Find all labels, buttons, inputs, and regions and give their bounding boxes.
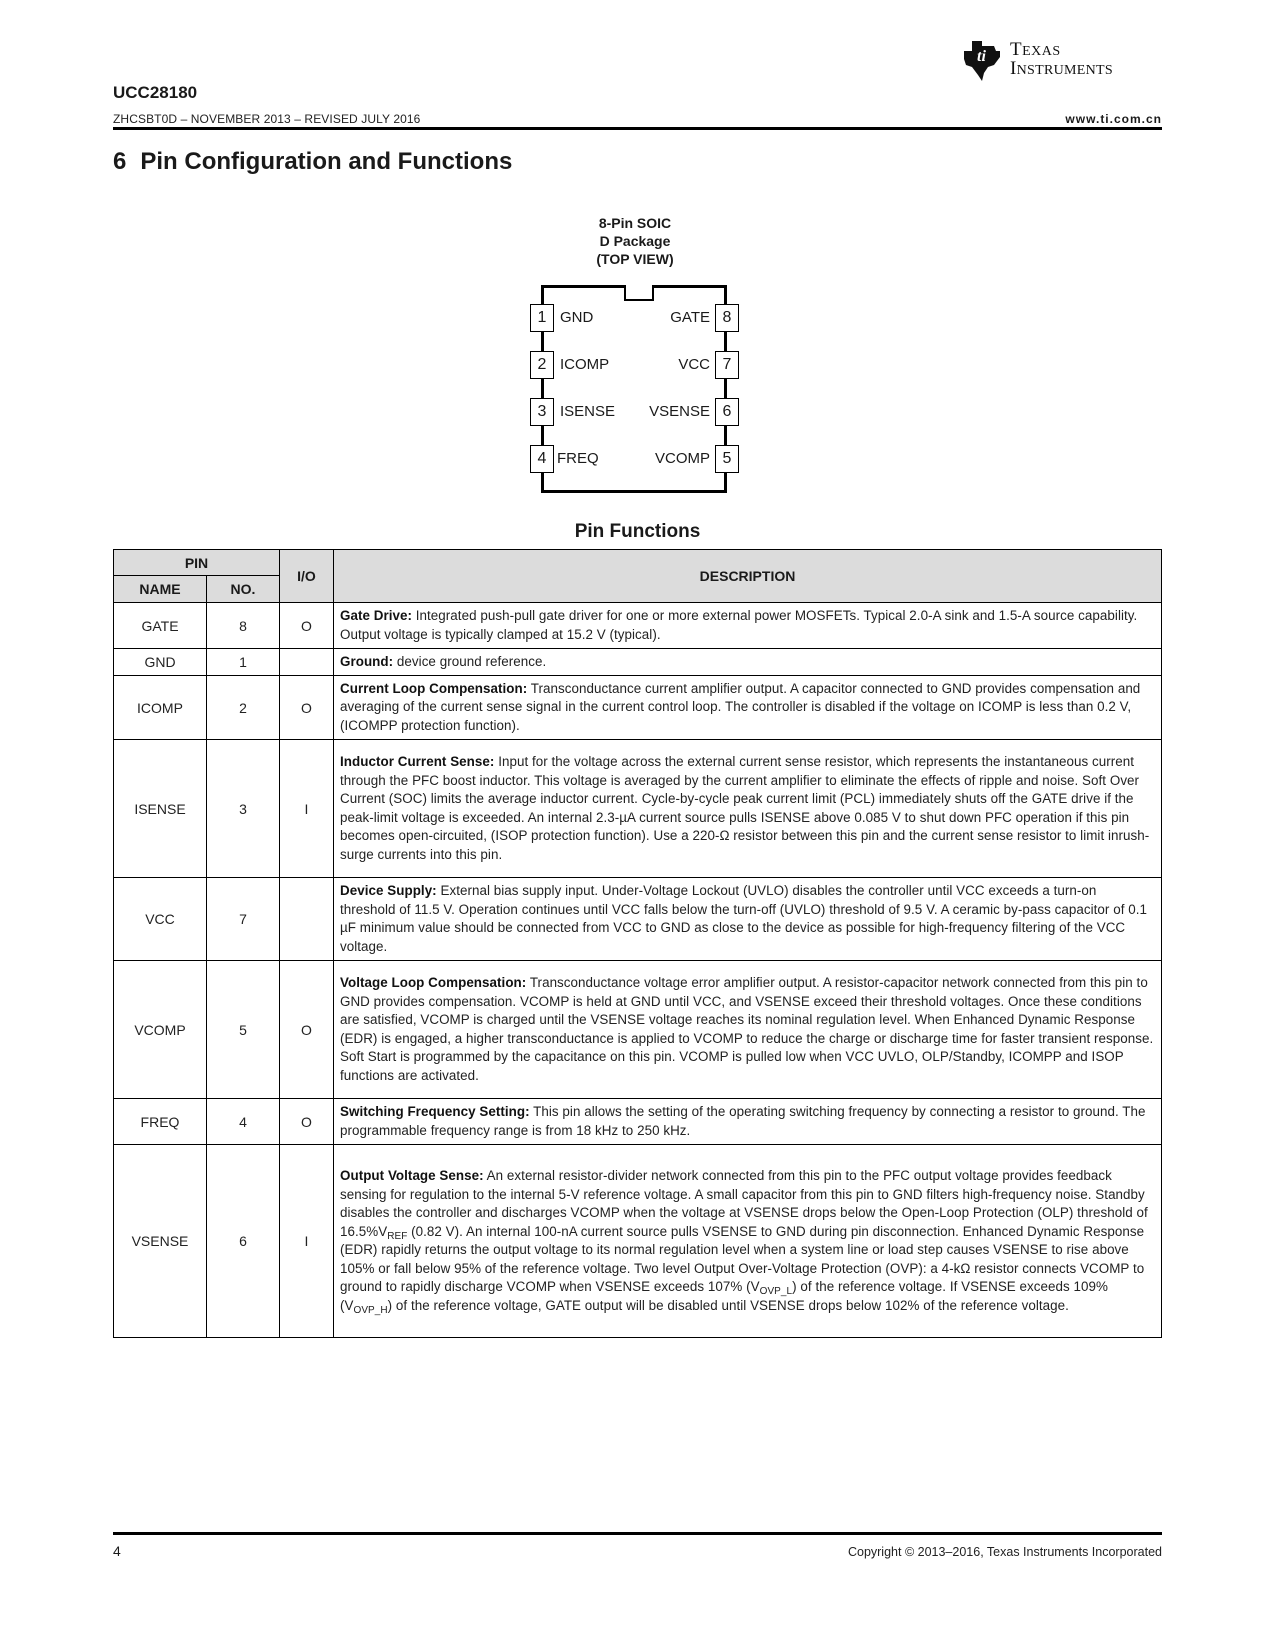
- footer-rule: [113, 1532, 1162, 1535]
- pin-description: [334, 1099, 1162, 1145]
- copyright: Copyright © 2013–2016, Texas Instruments Incorporated: [847, 1545, 1162, 1559]
- pin-number-3: 3: [530, 398, 554, 426]
- pin-io: I: [280, 740, 334, 878]
- description-lead: Ground:: [340, 653, 394, 669]
- description-text: ) of the reference voltage. If VSENSE exceeds 109% (V: [340, 1279, 1108, 1313]
- pin-label-vsense: VSENSE: [649, 403, 710, 420]
- pin-io: O: [280, 1099, 334, 1145]
- part-number: UCC28180: [113, 83, 198, 102]
- pin-description: [334, 1145, 1162, 1338]
- subscript-ovp-l: OVP_L: [759, 1286, 793, 1297]
- pin-label-isense: ISENSE: [560, 403, 616, 420]
- description-text: Transconductance current amplifier output. A capacitor connected to GND provides compensation and averaging of the current sense signal in the current control loop. The controller is disabled if the voltage on ICOMP is less than 0.2 V, (ICOMPP protection function).: [340, 680, 1141, 733]
- svg-text:ti: ti: [977, 48, 986, 65]
- table-row: [114, 1145, 1162, 1338]
- description-lead: Inductor Current Sense:: [340, 754, 495, 769]
- pin-label-vcc: VCC: [678, 356, 710, 373]
- description-text: Input for the voltage across the external current sense resistor, which represents the instantaneous current through the PFC boost inductor. This voltage is averaged by the current amplifier to eliminate the effects of ripple and noise. Soft Over Current (SOC) limits the average inductor current. Cycle-by-cycle peak current limit (PCL) immediately shuts off the GATE drive if the peak-limit voltage is exceeded. An internal 2.3-µA current source pulls ISENSE above 0.085 V to shut down PFC operation if this pin becomes open-circuited, (ISOP protection function). Use a 220-Ω resistor between this pin and the current sense resistor to limit inrush-surge currents into this pin.: [340, 754, 1150, 862]
- subscript-ovp-h: OVP_H: [353, 1304, 388, 1316]
- pin-label-gnd: GND: [560, 309, 594, 326]
- pin-description: [334, 603, 1162, 649]
- description-lead: Voltage Loop Compensation:: [340, 975, 527, 990]
- pin-no: 6: [207, 1145, 280, 1338]
- package-notch: [624, 285, 654, 301]
- description-lead: Gate Drive:: [340, 608, 412, 623]
- table-row: [114, 1099, 1162, 1145]
- pin-label-freq: FREQ: [557, 450, 599, 467]
- table-title: Pin Functions: [574, 521, 701, 542]
- description-text: Integrated push-pull gate driver for one or more external power MOSFETs. Typical 2.0-A sink and 1.5-A source capability. Output voltage is typically clamped at 15.2 V (typical).: [340, 608, 1138, 642]
- table-row: [114, 603, 1162, 649]
- header-no: NO.: [207, 576, 280, 603]
- pin-io: I: [280, 1145, 334, 1338]
- pin-functions-table: [113, 549, 1162, 1338]
- package-caption: [535, 214, 735, 268]
- description-text: device ground reference.: [393, 653, 547, 669]
- pin-no: 7: [207, 878, 280, 961]
- pin-label-icomp: ICOMP: [560, 356, 610, 373]
- pin-number-4: 4: [530, 445, 554, 473]
- description-text: ) of the reference voltage, GATE output will be disabled until VSENSE drops below 102% of the reference voltage.: [387, 1297, 1069, 1313]
- pin-name: VCC: [114, 878, 207, 961]
- header-pin: PIN: [114, 550, 280, 576]
- pin-number-5: 5: [715, 445, 739, 473]
- pin-number-2: 2: [530, 351, 554, 379]
- header-name: NAME: [114, 576, 207, 603]
- pin-no: 4: [207, 1099, 280, 1145]
- pin-description: [334, 649, 1162, 676]
- pin-description: [334, 740, 1162, 878]
- logo-text-texas: TEXAS: [1010, 39, 1061, 60]
- pin-name: GND: [114, 649, 207, 676]
- pin-name: FREQ: [114, 1099, 207, 1145]
- pin-io: O: [280, 603, 334, 649]
- package-caption-line3: (TOP VIEW): [596, 251, 674, 267]
- pin-io: [280, 649, 334, 676]
- pin-no: 2: [207, 676, 280, 740]
- pin-io: [280, 878, 334, 961]
- texas-state-logo-icon: [960, 37, 1004, 83]
- pin-io: O: [280, 676, 334, 740]
- pin-name: ISENSE: [114, 740, 207, 878]
- header-rule: [113, 127, 1162, 130]
- description-text: This pin allows the setting of the operating switching frequency by connecting a resistor to ground. The programmable frequency range is from 18 kHz to 250 kHz.: [340, 1104, 1146, 1138]
- pin-number-7: 7: [715, 351, 739, 379]
- pin-number-6: 6: [715, 398, 739, 426]
- description-text: (0.82 V). An internal 100-nA current source pulls VSENSE to GND during pin disconnection. Enhanced Dynamic Response (EDR) rapidly returns the output voltage to its normal regulation level when a system line or load step causes VSENSE to rise above 105% or fall below 95% of the reference voltage. Two level Output Over-Voltage Protection (OVP): a 4-kΩ resistor connects VCOMP to ground to rapidly discharge VCOMP when VSENSE exceeds 107% (V: [340, 1223, 1145, 1294]
- description-lead: Device Supply:: [340, 883, 437, 898]
- description-lead: Switching Frequency Setting:: [340, 1104, 530, 1119]
- document-id: ZHCSBT0D – NOVEMBER 2013 – REVISED JULY 2016: [113, 112, 421, 126]
- logo-text-instruments: INSTRUMENTS: [1010, 58, 1113, 79]
- pin-label-gate: GATE: [670, 309, 710, 326]
- table-row: [114, 676, 1162, 740]
- ti-logo: [960, 36, 1165, 84]
- pin-name: ICOMP: [114, 676, 207, 740]
- pin-number-8: 8: [715, 304, 739, 332]
- section-title: Pin Configuration and Functions: [140, 148, 513, 175]
- pin-no: 8: [207, 603, 280, 649]
- pin-name: VSENSE: [114, 1145, 207, 1338]
- description-text: An external resistor-divider network connected from this pin to the PFC output voltage provides feedback sensing for regulation to the internal 5-V reference voltage. A small capacitor from this pin to GND filters high-frequency noise. Standby disables the controller and discharges VCOMP when the voltage at VSENSE drops below the Open-Loop Protection (OLP) threshold of 16.5%V: [340, 1168, 1148, 1239]
- pin-name: VCOMP: [114, 961, 207, 1099]
- pin-number-1: 1: [530, 304, 554, 332]
- section-number: 6: [113, 148, 127, 175]
- table-row: [114, 961, 1162, 1099]
- pin-no: 1: [207, 649, 280, 676]
- package-caption-line2: D Package: [599, 233, 671, 249]
- pin-description: [334, 961, 1162, 1099]
- website-link[interactable]: www.ti.com.cn: [1065, 112, 1162, 126]
- description-lead: Current Loop Compensation:: [340, 680, 528, 696]
- description-text: Transconductance voltage error amplifier output. A resistor-capacitor network connected from this pin to GND provides compensation. VCOMP is held at GND until VCC, and VSENSE exceed their threshold voltages. Once these conditions are satisfied, VCOMP is charged until the VSENSE voltage reaches its nominal regulation level. When Enhanced Dynamic Response (EDR) is engaged, a higher transconductance is applied to VCOMP to reduce the charge or discharge time for faster transient response. Soft Start is programmed by the capacitance on this pin. VCOMP is pulled low when VCC UVLO, OLP/Standby, ICOMPP and ISOP functions are activated.: [340, 975, 1154, 1083]
- description-text: External bias supply input. Under-Voltage Lockout (UVLO) disables the controller until VCC exceeds a turn-on threshold of 11.5 V. Operation continues until VCC falls below the turn-off (UVLO) threshold of 9.5 V. A ceramic by-pass capacitor of 0.1 µF minimum value should be connected from VCC to GND as close to the device as possible for high-frequency filtering of the VCC voltage.: [340, 883, 1148, 954]
- pin-description: [334, 676, 1162, 740]
- package-caption-line1: 8-Pin SOIC: [598, 215, 672, 231]
- table-row: [114, 649, 1162, 676]
- pin-io: O: [280, 961, 334, 1099]
- pin-no: 3: [207, 740, 280, 878]
- pin-no: 5: [207, 961, 280, 1099]
- pin-label-vcomp: VCOMP: [654, 450, 710, 467]
- page-number: 4: [113, 1543, 121, 1559]
- table-row: [114, 740, 1162, 878]
- header-description: DESCRIPTION: [334, 550, 1162, 603]
- description-lead: Output Voltage Sense:: [340, 1168, 484, 1183]
- subscript-ref: REF: [387, 1230, 408, 1242]
- header-io: I/O: [280, 550, 334, 603]
- table-row: [114, 878, 1162, 961]
- section-heading: [113, 148, 512, 176]
- pin-name: GATE: [114, 603, 207, 649]
- pin-description: [334, 878, 1162, 961]
